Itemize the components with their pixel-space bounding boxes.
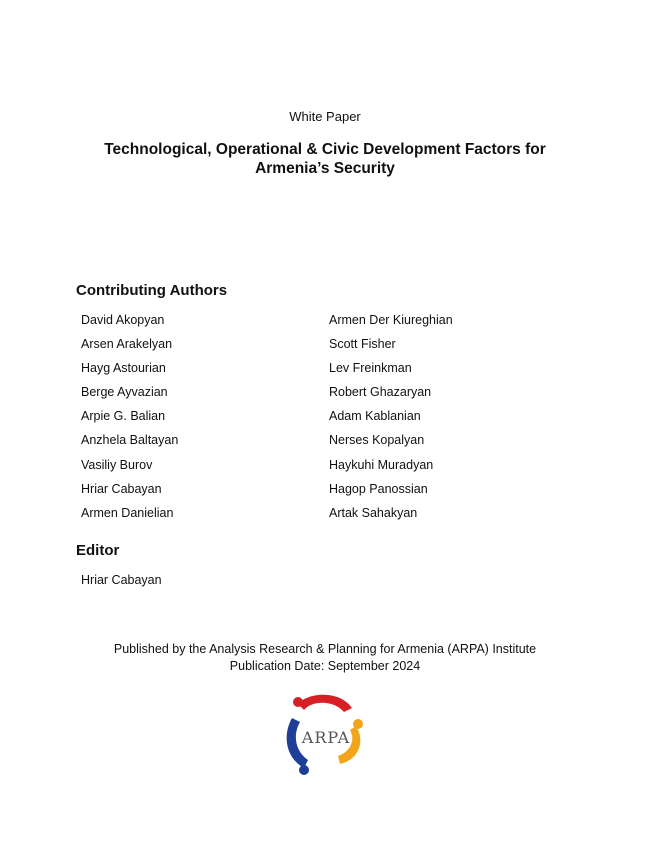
authors-right-column: [329, 312, 453, 529]
publisher-line: Published by the Analysis Research & Planning for Armenia (ARPA) Institute: [113, 642, 537, 656]
author-name: David Akopyan: [81, 313, 165, 327]
author-name: Hriar Cabayan: [81, 481, 162, 496]
author-name: Vasiliy Burov: [81, 457, 153, 472]
publication-date: Publication Date: September 2024: [229, 659, 421, 673]
author-name: Lev Freinkman: [329, 361, 412, 376]
contributing-authors-heading: Contributing Authors: [76, 282, 228, 299]
author-name: Robert Ghazaryan: [329, 385, 432, 400]
author-name: Berge Ayvazian: [81, 385, 168, 400]
author-name: Adam Kablanian: [329, 409, 421, 424]
author-name: Hayg Astourian: [81, 361, 166, 376]
author-name: Nerses Kopalyan: [329, 433, 425, 448]
authors-left-column: [81, 312, 178, 529]
arpa-logo-icon: [282, 688, 370, 776]
author-name: Hagop Panossian: [329, 481, 428, 496]
author-name: Scott Fisher: [329, 337, 396, 352]
author-name: Armen Danielian: [81, 505, 174, 520]
author-name: Arpie G. Balian: [81, 409, 166, 424]
author-name: Arsen Arakelyan: [81, 337, 173, 352]
editor-name: Hriar Cabayan: [81, 573, 162, 587]
publication-info: [0, 641, 650, 675]
arpa-logo: [282, 688, 370, 776]
title-line-1: Technological, Operational & Civic Development Factors for: [104, 141, 546, 158]
title-line-2: Armenia’s Security: [255, 160, 395, 177]
page-title: [60, 140, 590, 178]
logo-text: ARPA: [301, 728, 351, 747]
author-name: Armen Der Kiureghian: [329, 313, 453, 327]
author-name: Haykuhi Muradyan: [329, 457, 434, 472]
author-name: Anzhela Baltayan: [81, 433, 179, 448]
document-type: White Paper: [289, 109, 361, 124]
author-name: Artak Sahakyan: [329, 505, 418, 520]
editor-heading: Editor: [76, 542, 120, 559]
